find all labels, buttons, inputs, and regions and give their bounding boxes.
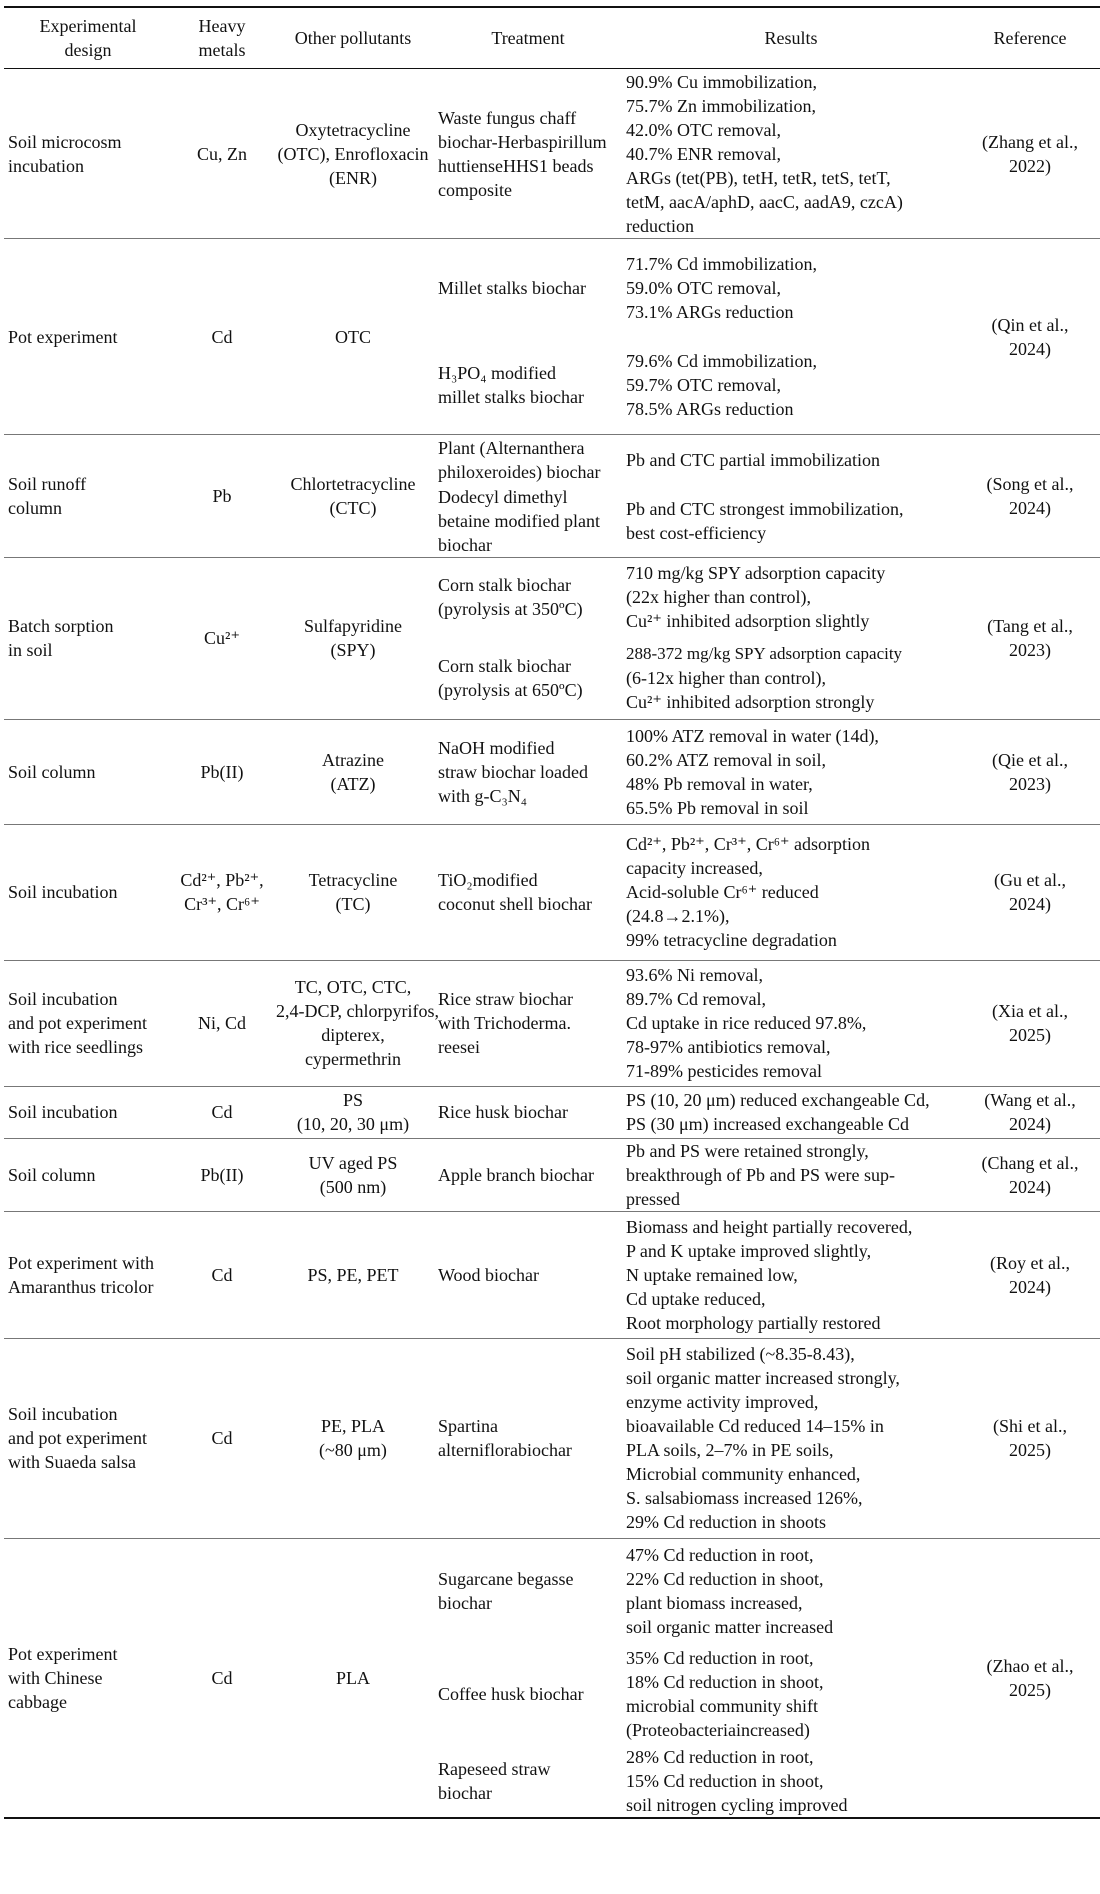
cell-line: Pot experiment	[8, 1643, 118, 1664]
cell-line: Dodecyl dimethyl	[438, 486, 568, 507]
cell-results	[622, 719, 960, 824]
cell-line: (22x higher than control),	[626, 587, 811, 608]
cell-line: 35% Cd reduction in root,	[626, 1648, 814, 1668]
cell-line: (Wang et al.,	[984, 1090, 1076, 1110]
cell-line: 79.6% Cd immobilization,	[626, 351, 817, 372]
cell-other-pollutants	[272, 1138, 434, 1211]
cell-line: 2024)	[1009, 1276, 1051, 1297]
cell-results	[622, 69, 960, 239]
cell-line: 73.1% ARGs reduction	[626, 301, 794, 322]
cell-line: 89.7% Cd removal,	[626, 989, 766, 1009]
cell-line: Cu²⁺	[204, 628, 240, 648]
cell-line: 2,4-DCP, chlorpyrifos,	[276, 1001, 439, 1021]
table-header	[4, 7, 1100, 69]
cell-line: 90.9% Cu immobilization,	[626, 71, 817, 92]
cell-heavy-metals	[172, 1211, 272, 1338]
cell-other-pollutants	[272, 1338, 434, 1538]
cell-line: Rice husk biochar	[438, 1102, 568, 1122]
table-row	[4, 719, 1100, 824]
cell-line: Millet stalks biochar	[438, 277, 586, 298]
cell-line: 2024)	[1009, 497, 1051, 518]
cell-line: 2024)	[1009, 894, 1051, 914]
cell-line: 47% Cd reduction in root,	[626, 1544, 814, 1565]
cell-results	[622, 239, 960, 337]
table-row	[4, 824, 1100, 960]
cell-other-pollutants	[272, 1538, 434, 1818]
cell-line: 288-372 mg/kg SPY adsorption capacity	[626, 643, 903, 663]
cell-line: soil nitrogen cycling improved	[626, 1795, 848, 1815]
cell-line: 2024)	[1009, 1114, 1051, 1134]
cell-results	[622, 960, 960, 1086]
cell-line: (ATZ)	[330, 773, 376, 794]
cell-line: 2023)	[1009, 640, 1051, 660]
cell-line: column	[8, 497, 62, 518]
cell-line: Atrazine	[322, 749, 384, 770]
cell-line: 59.7% OTC removal,	[626, 375, 781, 396]
cell-line: Sulfapyridine	[304, 616, 402, 636]
cell-other-pollutants	[272, 824, 434, 960]
cell-reference	[960, 1538, 1100, 1818]
cell-other-pollutants	[272, 960, 439, 1086]
cell-treatment	[434, 1211, 622, 1338]
cell-reference	[960, 1338, 1100, 1538]
cell-line: UV aged PS	[308, 1152, 398, 1173]
cell-line: ARGs (tet(PB), tetH, tetR, tetS, tetT,	[626, 167, 891, 188]
cell-line: Acid-soluble Cr⁶⁺ reduced	[626, 882, 819, 902]
cell-line: 18% Cd reduction in shoot,	[626, 1672, 824, 1692]
cell-line: Soil incubation	[8, 989, 118, 1009]
cell-reference	[960, 824, 1100, 960]
cell-reference	[960, 960, 1100, 1086]
cell-line: Soil runoff	[8, 473, 87, 494]
cell-line: Pb and CTC partial immobilization	[626, 449, 880, 470]
header-other-pollutants: Other pollutants	[294, 28, 412, 48]
cell-line: (6-12x higher than control),	[626, 667, 826, 688]
cell-results	[622, 485, 960, 558]
cell-line: TC, OTC, CTC,	[294, 977, 412, 997]
cell-line: Cu²⁺ inhibited adsorption strongly	[626, 691, 875, 712]
cell-line: coconut shell biochar	[438, 894, 592, 914]
cell-results	[622, 1643, 960, 1745]
table-row	[4, 239, 1100, 337]
cell-line: alterniflorabiochar	[438, 1440, 572, 1460]
cell-line: (ENR)	[329, 167, 377, 188]
cell-treatment	[434, 69, 622, 239]
cell-line: Cd²⁺, Pb²⁺, Cr³⁺, Cr⁶⁺ adsorption	[626, 834, 870, 854]
cell-line: pressed	[626, 1188, 680, 1209]
cell-line: Coffee husk biochar	[438, 1684, 584, 1704]
cell-line: Amaranthus tricolor	[8, 1276, 154, 1297]
cell-line: (Zhang et al.,	[982, 131, 1078, 152]
cell-treatment	[434, 960, 622, 1086]
cell-line: with Suaeda salsa	[8, 1452, 136, 1472]
cell-line: Ni, Cd	[197, 1013, 246, 1033]
cell-line: 28% Cd reduction in root,	[626, 1747, 814, 1767]
cell-line: 100% ATZ removal in water (14d),	[626, 725, 879, 746]
cell-results	[622, 337, 960, 435]
cell-line: N uptake remained low,	[626, 1264, 798, 1285]
cell-results	[622, 557, 960, 637]
cell-line: Tetracycline	[308, 870, 398, 890]
cell-line: H₃PO₄ modified	[438, 363, 557, 384]
cell-experimental-design	[4, 435, 172, 558]
cell-line: Sugarcane begasse	[438, 1568, 574, 1589]
cell-treatment	[434, 719, 622, 824]
table-row	[4, 1538, 1100, 1643]
cell-line: (Zhao et al.,	[986, 1655, 1074, 1676]
cell-line: 65.5% Pb removal in soil	[626, 797, 809, 818]
cell-line: Batch sorption	[8, 616, 114, 636]
cell-line: 22% Cd reduction in shoot,	[626, 1568, 824, 1589]
cell-line: OTC	[335, 326, 371, 347]
cell-line: (~80 μm)	[319, 1440, 387, 1460]
cell-reference	[960, 239, 1100, 435]
cell-line: 2025)	[1009, 1025, 1051, 1045]
cell-line: 78.5% ARGs reduction	[626, 399, 794, 420]
cell-line: Oxytetracycline	[295, 119, 411, 140]
cell-treatment	[434, 1538, 622, 1643]
cell-line: (500 nm)	[319, 1176, 387, 1197]
cell-line: Apple branch biochar	[438, 1164, 594, 1185]
cell-line: Soil incubation	[8, 882, 118, 902]
cell-other-pollutants	[272, 557, 434, 719]
cell-line: Cd	[211, 1667, 233, 1688]
cell-line: (OTC), Enrofloxacin	[277, 143, 429, 164]
table-row	[4, 1086, 1100, 1138]
cell-other-pollutants	[272, 719, 434, 824]
cell-line: Soil pH stabilized (~8.35-8.43),	[626, 1344, 855, 1364]
cell-line: (Chang et al.,	[981, 1152, 1079, 1173]
cell-line: with Trichoderma.	[438, 1013, 571, 1033]
cell-line: 2025)	[1009, 1440, 1051, 1460]
cell-line: Cd	[211, 1428, 233, 1448]
cell-line: Pb and CTC strongest immobilization,	[626, 498, 904, 519]
cell-line: Pb	[212, 485, 232, 506]
cell-line: (10, 20, 30 μm)	[296, 1114, 410, 1134]
table-row	[4, 960, 1100, 1086]
cell-line: Wood biochar	[438, 1264, 540, 1285]
cell-other-pollutants	[272, 69, 434, 239]
biochar-remediation-table	[4, 6, 1100, 1819]
cell-line: composite	[438, 179, 512, 200]
cell-line: (CTC)	[329, 497, 377, 518]
cell-line: PE, PLA	[320, 1416, 385, 1436]
cell-heavy-metals	[172, 239, 272, 435]
cell-line: 75.7% Zn immobilization,	[626, 95, 816, 116]
cell-line: PS (10, 20 μm) reduced exchangeable Cd,	[626, 1090, 930, 1110]
cell-line: (SPY)	[330, 640, 376, 660]
header-treatment: Treatment	[491, 28, 565, 48]
cell-line: Pot experiment with	[8, 1252, 154, 1273]
cell-line: (24.8→2.1%),	[626, 906, 730, 926]
cell-line: huttienseHHS1 beads	[438, 155, 594, 176]
cell-line: 2024)	[1009, 338, 1051, 359]
cell-line: 71-89% pesticides removal	[626, 1061, 822, 1081]
cell-line: Cd uptake in rice reduced 97.8%,	[626, 1013, 867, 1033]
cell-heavy-metals	[172, 1138, 272, 1211]
cell-line: Pb(II)	[200, 761, 244, 782]
cell-results	[622, 637, 960, 719]
cell-line: cabbage	[8, 1691, 67, 1712]
cell-experimental-design	[4, 557, 172, 719]
cell-line: (TC)	[335, 894, 371, 914]
table-row	[4, 1338, 1100, 1538]
cell-results	[622, 1086, 960, 1138]
cell-treatment	[434, 1086, 622, 1138]
cell-line: 59.0% OTC removal,	[626, 277, 781, 298]
cell-line: Microbial community enhanced,	[626, 1464, 861, 1484]
cell-heavy-metals	[172, 69, 272, 239]
cell-line: 2025)	[1009, 1679, 1051, 1700]
cell-line: Cu, Zn	[196, 143, 247, 164]
cell-line: Cd uptake reduced,	[626, 1288, 766, 1309]
cell-experimental-design	[4, 1338, 172, 1538]
cell-line: (Song et al.,	[986, 473, 1074, 494]
cell-line: dipterex,	[321, 1025, 385, 1045]
cell-experimental-design	[4, 1138, 172, 1211]
cell-results	[622, 1138, 960, 1211]
cell-line: (pyrolysis at 350ºC)	[438, 599, 583, 620]
cell-line: Rapeseed straw	[438, 1759, 551, 1779]
cell-reference	[960, 1211, 1100, 1338]
cell-line: Cu²⁺ inhibited adsorption slightly	[626, 611, 870, 632]
table-row	[4, 557, 1100, 637]
cell-other-pollutants	[272, 239, 434, 435]
cell-treatment	[434, 435, 622, 485]
cell-line: Soil column	[8, 761, 96, 782]
cell-results	[622, 435, 960, 485]
cell-line: with Chinese	[8, 1667, 103, 1688]
header-row	[4, 7, 1100, 69]
cell-line: S. salsabiomass increased 126%,	[626, 1488, 863, 1508]
cell-line: 2023)	[1009, 773, 1051, 794]
cell-line: Rice straw biochar	[438, 989, 573, 1009]
cell-line: Soil microcosm	[8, 131, 122, 152]
cell-reference	[960, 1086, 1100, 1138]
cell-line: (Tang et al.,	[987, 616, 1073, 636]
cell-treatment	[434, 1643, 622, 1745]
cell-line: (Gu et al.,	[994, 870, 1066, 890]
cell-line: Cd²⁺, Pb²⁺,	[180, 870, 264, 890]
cell-line: biochar	[438, 1783, 492, 1803]
cell-line: Soil incubation	[8, 1404, 118, 1424]
cell-line: enzyme activity improved,	[626, 1392, 819, 1412]
cell-experimental-design	[4, 824, 172, 960]
cell-reference	[960, 69, 1100, 239]
cell-heavy-metals	[172, 557, 272, 719]
header-experimental-design: Experimental design	[39, 16, 137, 60]
cell-line: (Roy et al.,	[990, 1252, 1070, 1273]
cell-line: 99% tetracycline degradation	[626, 930, 837, 950]
cell-line: incubation	[8, 155, 84, 176]
table-row	[4, 1211, 1100, 1338]
cell-line: (Xia et al.,	[992, 1001, 1068, 1021]
cell-other-pollutants	[272, 1086, 434, 1138]
cell-experimental-design	[4, 69, 172, 239]
cell-line: with g-C₃N₄	[438, 785, 528, 806]
cell-line: 40.7% ENR removal,	[626, 143, 781, 164]
cell-line: Cd	[211, 326, 233, 347]
cell-line: 60.2% ATZ removal in soil,	[626, 749, 826, 770]
cell-line: 42.0% OTC removal,	[626, 119, 781, 140]
cell-line: in soil	[8, 640, 53, 660]
table-row	[4, 1138, 1100, 1211]
cell-line: best cost-efficiency	[626, 522, 767, 543]
cell-line: betaine modified plant	[438, 510, 600, 531]
cell-line: (Qin et al.,	[991, 314, 1069, 335]
cell-line: TiO₂modified	[438, 870, 538, 890]
cell-line: (Shi et al.,	[993, 1416, 1067, 1436]
cell-line: 29% Cd reduction in shoots	[626, 1512, 826, 1532]
cell-experimental-design	[4, 239, 172, 435]
cell-reference	[960, 1138, 1100, 1211]
cell-line: reduction	[626, 215, 694, 236]
cell-line: P and K uptake improved slightly,	[626, 1240, 872, 1261]
cell-line: capacity increased,	[626, 858, 763, 878]
cell-line: soil organic matter increased	[626, 1616, 834, 1637]
cell-line: Root morphology partially restored	[626, 1312, 881, 1333]
cell-treatment	[434, 485, 622, 558]
cell-treatment	[434, 557, 622, 637]
cell-treatment	[434, 337, 622, 435]
cell-line: Pb and PS were retained strongly,	[626, 1140, 869, 1161]
cell-reference	[960, 719, 1100, 824]
cell-line: Corn stalk biochar	[438, 655, 571, 676]
cell-line: PS (30 μm) increased exchangeable Cd	[626, 1114, 910, 1134]
cell-heavy-metals	[172, 435, 272, 558]
cell-treatment	[434, 824, 622, 960]
cell-line: soil organic matter increased strongly,	[626, 1368, 900, 1388]
cell-other-pollutants	[272, 1211, 434, 1338]
cell-line: philoxeroides) biochar	[438, 461, 601, 482]
cell-line: Corn stalk biochar	[438, 575, 571, 596]
cell-line: and pot experiment	[8, 1428, 147, 1448]
cell-line: Cd	[211, 1264, 233, 1285]
cell-line: Pb(II)	[200, 1164, 244, 1185]
cell-experimental-design	[4, 1211, 172, 1338]
cell-line: NaOH modified	[438, 737, 555, 758]
cell-results	[622, 1745, 960, 1818]
cell-reference	[960, 435, 1100, 558]
header-reference: Reference	[993, 28, 1067, 48]
cell-line: PS, PE, PET	[307, 1264, 399, 1285]
cell-line: PLA soils, 2–7% in PE soils,	[626, 1440, 834, 1460]
cell-line: 93.6% Ni removal,	[626, 965, 763, 985]
cell-heavy-metals	[172, 1338, 272, 1538]
cell-reference	[960, 557, 1100, 719]
cell-other-pollutants	[272, 435, 434, 558]
cell-heavy-metals	[172, 719, 272, 824]
cell-treatment	[434, 1338, 622, 1538]
cell-line: 78-97% antibiotics removal,	[626, 1037, 831, 1057]
cell-line: Soil column	[8, 1164, 96, 1185]
cell-line: 48% Pb removal in water,	[626, 773, 813, 794]
cell-results	[622, 1538, 960, 1643]
cell-line: bioavailable Cd reduced 14–15% in	[626, 1416, 884, 1436]
header-heavy-metals: Heavy metals	[198, 16, 246, 60]
cell-line: Biomass and height partially recovered,	[626, 1216, 913, 1237]
cell-line: biochar	[438, 1592, 492, 1613]
cell-line: 2024)	[1009, 1176, 1051, 1197]
cell-experimental-design	[4, 719, 172, 824]
cell-line: with rice seedlings	[8, 1037, 143, 1057]
cell-line: straw biochar loaded	[438, 761, 588, 782]
cell-line: microbial community shift	[626, 1696, 818, 1716]
cell-heavy-metals	[172, 960, 272, 1086]
table-row	[4, 69, 1100, 239]
cell-results	[622, 1338, 960, 1538]
cell-treatment	[434, 239, 622, 337]
cell-heavy-metals	[172, 1086, 272, 1138]
cell-line: millet stalks biochar	[438, 387, 584, 408]
cell-line: Pot experiment	[8, 326, 118, 347]
cell-line: biochar	[438, 534, 492, 555]
cell-heavy-metals	[172, 824, 272, 960]
cell-line: Spartina	[438, 1416, 498, 1436]
cell-treatment	[434, 1745, 622, 1818]
cell-line: Cd	[211, 1102, 233, 1122]
cell-line: Plant (Alternanthera	[438, 437, 585, 458]
cell-line: (Qie et al.,	[992, 749, 1068, 770]
cell-line: breakthrough of Pb and PS were sup-	[626, 1164, 895, 1185]
cell-experimental-design	[4, 1086, 172, 1138]
cell-line: Chlortetracycline	[290, 473, 416, 494]
table-row	[4, 435, 1100, 485]
cell-line: tetM, aacA/aphD, aacC, aadA9, czcA)	[626, 191, 903, 212]
cell-line: 15% Cd reduction in shoot,	[626, 1771, 824, 1791]
cell-heavy-metals	[172, 1538, 272, 1818]
cell-line: Cr³⁺, Cr⁶⁺	[184, 894, 260, 914]
cell-experimental-design	[4, 960, 172, 1086]
cell-line: plant biomass increased,	[626, 1592, 803, 1613]
cell-line: 71.7% Cd immobilization,	[626, 253, 817, 274]
cell-line: 2022)	[1009, 155, 1051, 176]
cell-line: PS	[342, 1090, 364, 1110]
cell-experimental-design	[4, 1538, 172, 1818]
header-results: Results	[764, 28, 818, 48]
cell-line: biochar-Herbaspirillum	[438, 131, 607, 152]
cell-line: PLA	[335, 1667, 370, 1688]
cell-treatment	[434, 1138, 622, 1211]
cell-results	[622, 1211, 960, 1338]
cell-line: and pot experiment	[8, 1013, 147, 1033]
cell-line: 710 mg/kg SPY adsorption capacity	[626, 563, 886, 584]
cell-line: (Proteobacteriaincreased)	[626, 1720, 810, 1740]
cell-treatment	[434, 637, 622, 719]
table-body	[4, 69, 1100, 1819]
cell-line: (pyrolysis at 650ºC)	[438, 679, 583, 700]
cell-line: Soil incubation	[8, 1102, 118, 1122]
cell-line: Waste fungus chaff	[438, 107, 577, 128]
cell-results	[622, 824, 960, 960]
cell-line: reesei	[438, 1037, 480, 1057]
cell-line: cypermethrin	[305, 1049, 401, 1069]
